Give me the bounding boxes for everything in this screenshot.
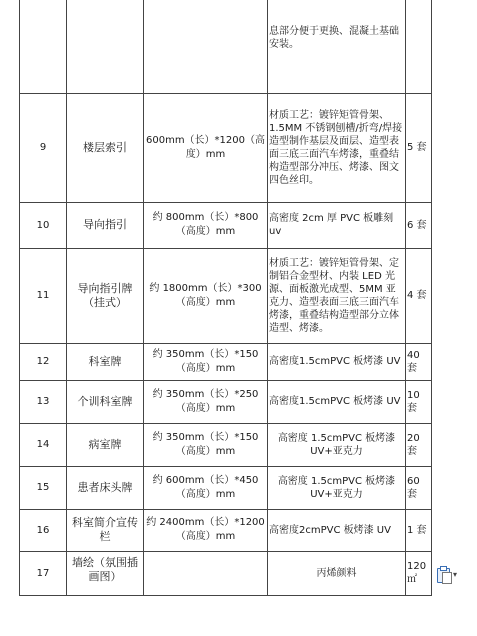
item-size: 约 2400mm（长）*1200（高度）mm bbox=[144, 509, 268, 551]
item-size bbox=[144, 0, 268, 93]
row-number: 11 bbox=[20, 248, 67, 343]
item-material: 息部分便于更换、混凝土基础安装。 bbox=[268, 0, 406, 93]
row-number: 13 bbox=[20, 380, 67, 423]
item-size: 约 600mm（长）*450（高度）mm bbox=[144, 466, 268, 509]
item-size: 约 800mm（长）*800（高度）mm bbox=[144, 202, 268, 248]
table-row bbox=[20, 380, 432, 423]
item-quantity: 40 套 bbox=[406, 343, 432, 380]
item-name bbox=[67, 0, 144, 93]
table-row bbox=[20, 0, 432, 93]
item-quantity: 1 套 bbox=[406, 509, 432, 551]
item-name: 楼层索引 bbox=[67, 93, 144, 202]
item-size: 约 1800mm（长）*300（高度）mm bbox=[144, 248, 268, 343]
chevron-down-icon: ▾ bbox=[453, 569, 458, 579]
item-name: 导向指引 bbox=[67, 202, 144, 248]
table-row bbox=[20, 551, 432, 595]
row-number: 14 bbox=[20, 423, 67, 466]
item-quantity: 20 套 bbox=[406, 423, 432, 466]
row-number: 15 bbox=[20, 466, 67, 509]
item-name: 患者床头牌 bbox=[67, 466, 144, 509]
item-material: 材质工艺：镀锌矩管骨架、1.5MM 不锈钢刨槽/折弯/焊接造型制作基层及面层、造型表面三底三面汽车烤漆，重叠结构造型部分冲压、烤漆、图文四色丝印。 bbox=[268, 93, 406, 202]
item-material: 高密度1.5cmPVC 板烤漆 UV bbox=[268, 380, 406, 423]
row-number: 16 bbox=[20, 509, 67, 551]
row-number: 10 bbox=[20, 202, 67, 248]
item-size bbox=[144, 551, 268, 595]
item-material: 高密度 1.5cmPVC 板烤漆 UV+亚克力 bbox=[268, 466, 406, 509]
item-material: 材质工艺：镀锌矩管骨架、定制铝合金型材、内装 LED 光源、面板激光成型、5MM 亚克力、造型表面三底三面汽车烤漆，重叠结构造型部分立体造型、烤漆。 bbox=[268, 248, 406, 343]
item-name: 病室牌 bbox=[67, 423, 144, 466]
row-number: 12 bbox=[20, 343, 67, 380]
item-material: 丙烯颜料 bbox=[268, 551, 406, 595]
item-name: 个训科室牌 bbox=[67, 380, 144, 423]
item-quantity: 4 套 bbox=[406, 248, 432, 343]
item-size: 约 350mm（长）*150（高度）mm bbox=[144, 343, 268, 380]
row-number: 9 bbox=[20, 93, 67, 202]
item-name: 科室牌 bbox=[67, 343, 144, 380]
row-number bbox=[20, 0, 67, 93]
paste-options-button[interactable] bbox=[436, 563, 464, 585]
table-row bbox=[20, 423, 432, 466]
item-quantity: 5 套 bbox=[406, 93, 432, 202]
item-size: 约 350mm（长）*250（高度）mm bbox=[144, 380, 268, 423]
item-size: 约 350mm（长）*150（高度）mm bbox=[144, 423, 268, 466]
item-name: 导向指引牌（挂式） bbox=[67, 248, 144, 343]
item-name: 科室简介宣传栏 bbox=[67, 509, 144, 551]
table-row bbox=[20, 202, 432, 248]
item-material: 高密度1.5cmPVC 板烤漆 UV bbox=[268, 343, 406, 380]
item-material: 高密度2cmPVC 板烤漆 UV bbox=[268, 509, 406, 551]
item-material: 高密度 1.5cmPVC 板烤漆 UV+亚克力 bbox=[268, 423, 406, 466]
table-row bbox=[20, 466, 432, 509]
item-quantity: 120 ㎡ bbox=[406, 551, 432, 595]
table-row bbox=[20, 343, 432, 380]
procurement-table bbox=[19, 0, 432, 596]
item-quantity: 10 套 bbox=[406, 380, 432, 423]
table-row bbox=[20, 248, 432, 343]
item-size: 600mm（长）*1200（高度）mm bbox=[144, 93, 268, 202]
item-quantity bbox=[406, 0, 432, 93]
item-quantity: 6 套 bbox=[406, 202, 432, 248]
table-row bbox=[20, 93, 432, 202]
clipboard-paste-icon bbox=[436, 566, 450, 582]
row-number: 17 bbox=[20, 551, 67, 595]
table-row bbox=[20, 509, 432, 551]
item-name: 墙绘（氛围插画图） bbox=[67, 551, 144, 595]
item-material: 高密度 2cm 厚 PVC 板雕刻 uv bbox=[268, 202, 406, 248]
item-quantity: 60 套 bbox=[406, 466, 432, 509]
